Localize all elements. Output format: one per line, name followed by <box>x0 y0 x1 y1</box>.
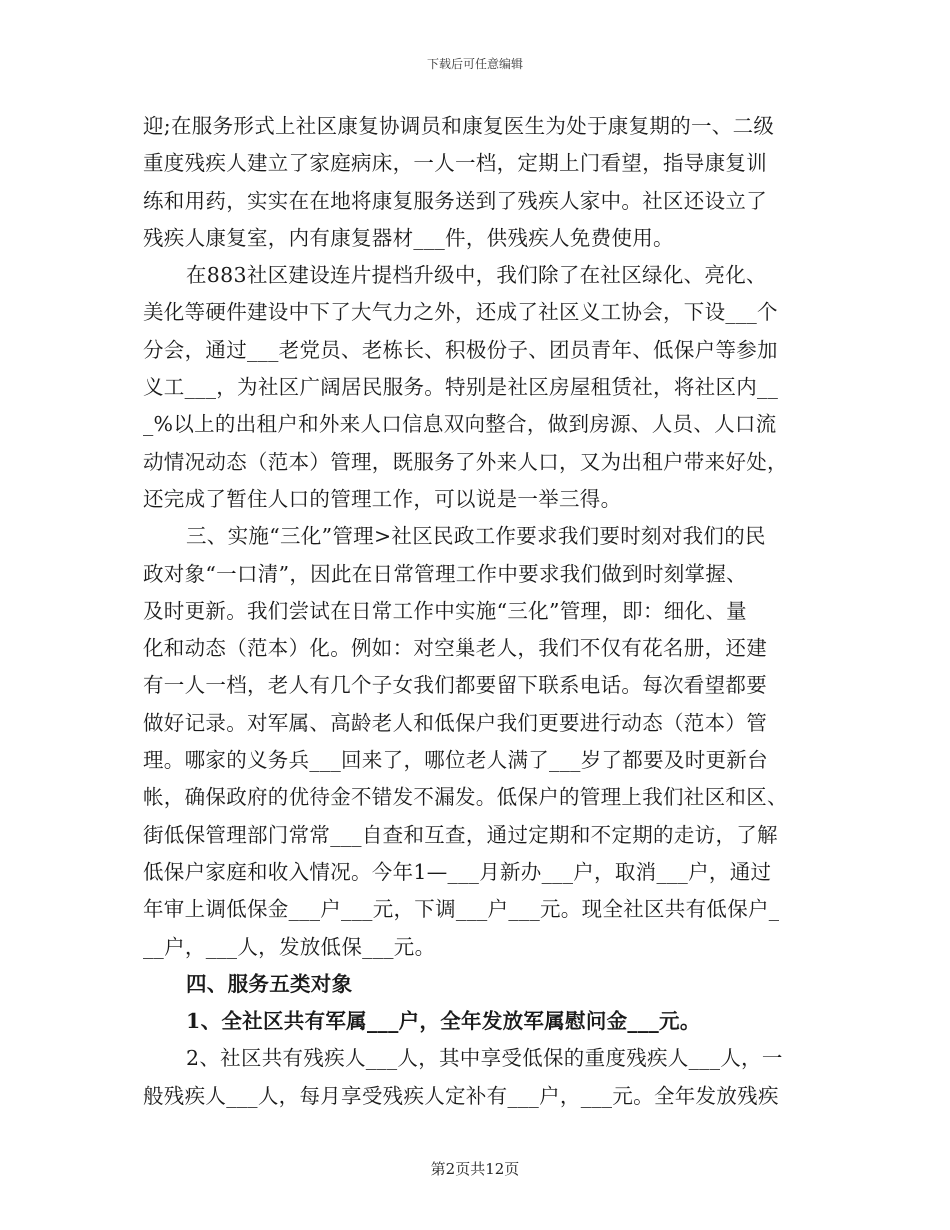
text-line: 分会，通过___老党员、老栋长、积极份子、团员青年、低保户等参加 <box>143 337 778 362</box>
text-line: 般残疾人___人，每月享受残疾人定补有___户，___元。全年发放残疾 <box>143 1083 779 1108</box>
text-line: 帐，确保政府的优待金不错发不漏发。低保户的管理上我们社区和区、 <box>143 785 788 810</box>
page-number: 第2页共12页 <box>430 1160 520 1178</box>
text-line: 美化等硬件建设中下了大气力之外，还成了社区义工协会，下设___个 <box>143 300 778 325</box>
text-line: 年审上调低保金___户___元，下调___户___元。现全社区共有低保户_ <box>143 897 780 922</box>
text-line: 理。哪家的义务兵___回来了，哪位老人满了___岁了都要及时更新台 <box>143 748 768 773</box>
text-line: 及时更新。我们尝试在日常工作中实施“三化”管理，即：细化、量 <box>143 598 747 623</box>
text-line: 义工___，为社区广阔居民服务。特别是社区房屋租赁社，将社区内__ <box>143 375 779 400</box>
text-line: 动情况动态（范本）管理，既服务了外来人口，又为出租户带来好处， <box>143 449 788 474</box>
text-line: 在883社区建设连片提档升级中，我们除了在社区绿化、亮化、 <box>186 263 767 288</box>
section-heading: 四、服务五类对象 <box>186 971 353 996</box>
document-body <box>143 108 809 1115</box>
text-line: 重度残疾人建立了家庭病床，一人一档，定期上门看望，指导康复训 <box>143 151 767 176</box>
text-line: 练和用药，实实在在地将康复服务送到了残疾人家中。社区还设立了 <box>143 188 767 213</box>
text-line: 街低保管理部门常常___自查和互查，通过定期和不定期的走访，了解 <box>143 822 778 847</box>
text-line: 做好记录。对军属、高龄老人和低保户我们更要进行动态（范本）管 <box>143 710 767 735</box>
text-line: 2、社区共有残疾人___人，其中享受低保的重度残疾人___人，一 <box>186 1046 783 1071</box>
text-line: 化和动态（范本）化。例如：对空巢老人，我们不仅有花名册，还建 <box>143 636 767 661</box>
page-header-note: 下载后可任意编辑 <box>426 57 523 71</box>
text-line: 1、全社区共有军属___户，全年发放军属慰问金___元。 <box>186 1009 701 1034</box>
text-line: 有一人一档，老人有几个子女我们都要留下联系电话。每次看望都要 <box>143 673 767 698</box>
text-line: 还完成了暂住人口的管理工作，可以说是一举三得。 <box>143 486 622 511</box>
text-line: 残疾人康复室，内有康复器材___件，供残疾人免费使用。 <box>143 225 674 250</box>
text-line: __户，___人，发放低保___元。 <box>143 934 436 959</box>
text-line: 迎;在服务形式上社区康复协调员和康复医生为处于康复期的一、二级 <box>143 114 775 138</box>
text-line: _%以上的出租户和外来人口信息双向整合，做到房源、人员、人口流 <box>143 412 777 437</box>
text-line: 政对象“一口清”，因此在日常管理工作中要求我们做到时刻掌握、 <box>143 561 747 586</box>
text-line: 低保户家庭和收入情况。今年1—___月新办___户，取消___户，通过 <box>143 859 772 884</box>
text-line: 三、实施“三化”管理>社区民政工作要求我们要时刻对我们的民 <box>186 524 766 549</box>
